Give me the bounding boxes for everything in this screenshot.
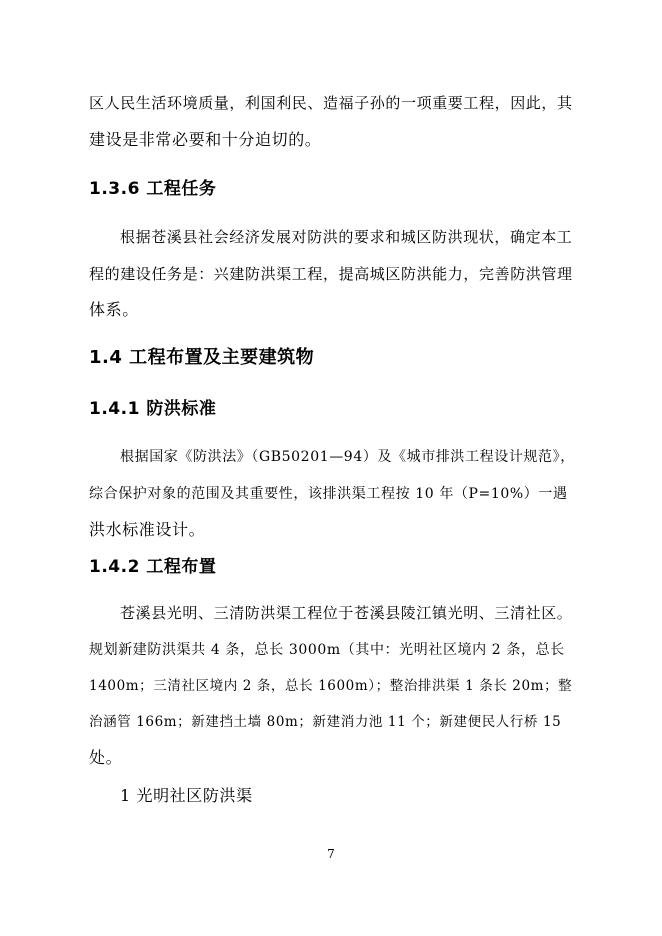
paragraph-line: 根据苍溪县社会经济发展对防洪的要求和城区防洪现状，确定本工 (120, 228, 573, 246)
paragraph-line: 综合保护对象的范围及其重要性，该排洪渠工程按 10 年（P=10%）一遇 (89, 486, 568, 502)
section-heading-1-4: 1.4 工程布置及主要建筑物 (89, 347, 315, 368)
paragraph-line: 处。 (89, 748, 123, 767)
section-heading-1-3-6: 1.3.6 工程任务 (89, 179, 217, 199)
paragraph-line: 根据国家《防洪法》（GB50201—94）及《城市排洪工程设计规范》， (120, 449, 575, 465)
section-heading-1-4-1: 1.4.1 防洪标准 (89, 399, 217, 419)
paragraph-line: 规划新建防洪渠共 4 条，总长 3000m（其中：光明社区境内 2 条，总长 (89, 642, 565, 658)
page-number: 7 (327, 847, 335, 861)
paragraph-line: 洪水标准设计。 (89, 520, 206, 539)
paragraph-line: 体系。 (89, 300, 139, 319)
paragraph-line: 治涵管 166m；新建挡土墙 80m；新建消力池 11 个；新建便民人行桥 15 (89, 714, 562, 730)
paragraph-line: 建设是非常必要和十分迫切的。 (89, 130, 322, 149)
paragraph-line: 程的建设任务是：兴建防洪渠工程，提高城区防洪能力，完善防洪管理 (89, 265, 573, 283)
paragraph-line: 苍溪县光明、三清防洪渠工程位于苍溪县陵江镇光明、三清社区。 (120, 604, 573, 622)
section-heading-1-4-2: 1.4.2 工程布置 (89, 557, 217, 577)
paragraph-line: 1400m；三清社区境内 2 条，总长 1600m）；整治排洪渠 1 条长 20m；整 (89, 678, 573, 694)
list-item: 1 光明社区防洪渠 (120, 786, 253, 805)
paragraph-line: 区人民生活环境质量，利国利民、造福子孙的一项重要工程，因此，其 (89, 94, 573, 112)
